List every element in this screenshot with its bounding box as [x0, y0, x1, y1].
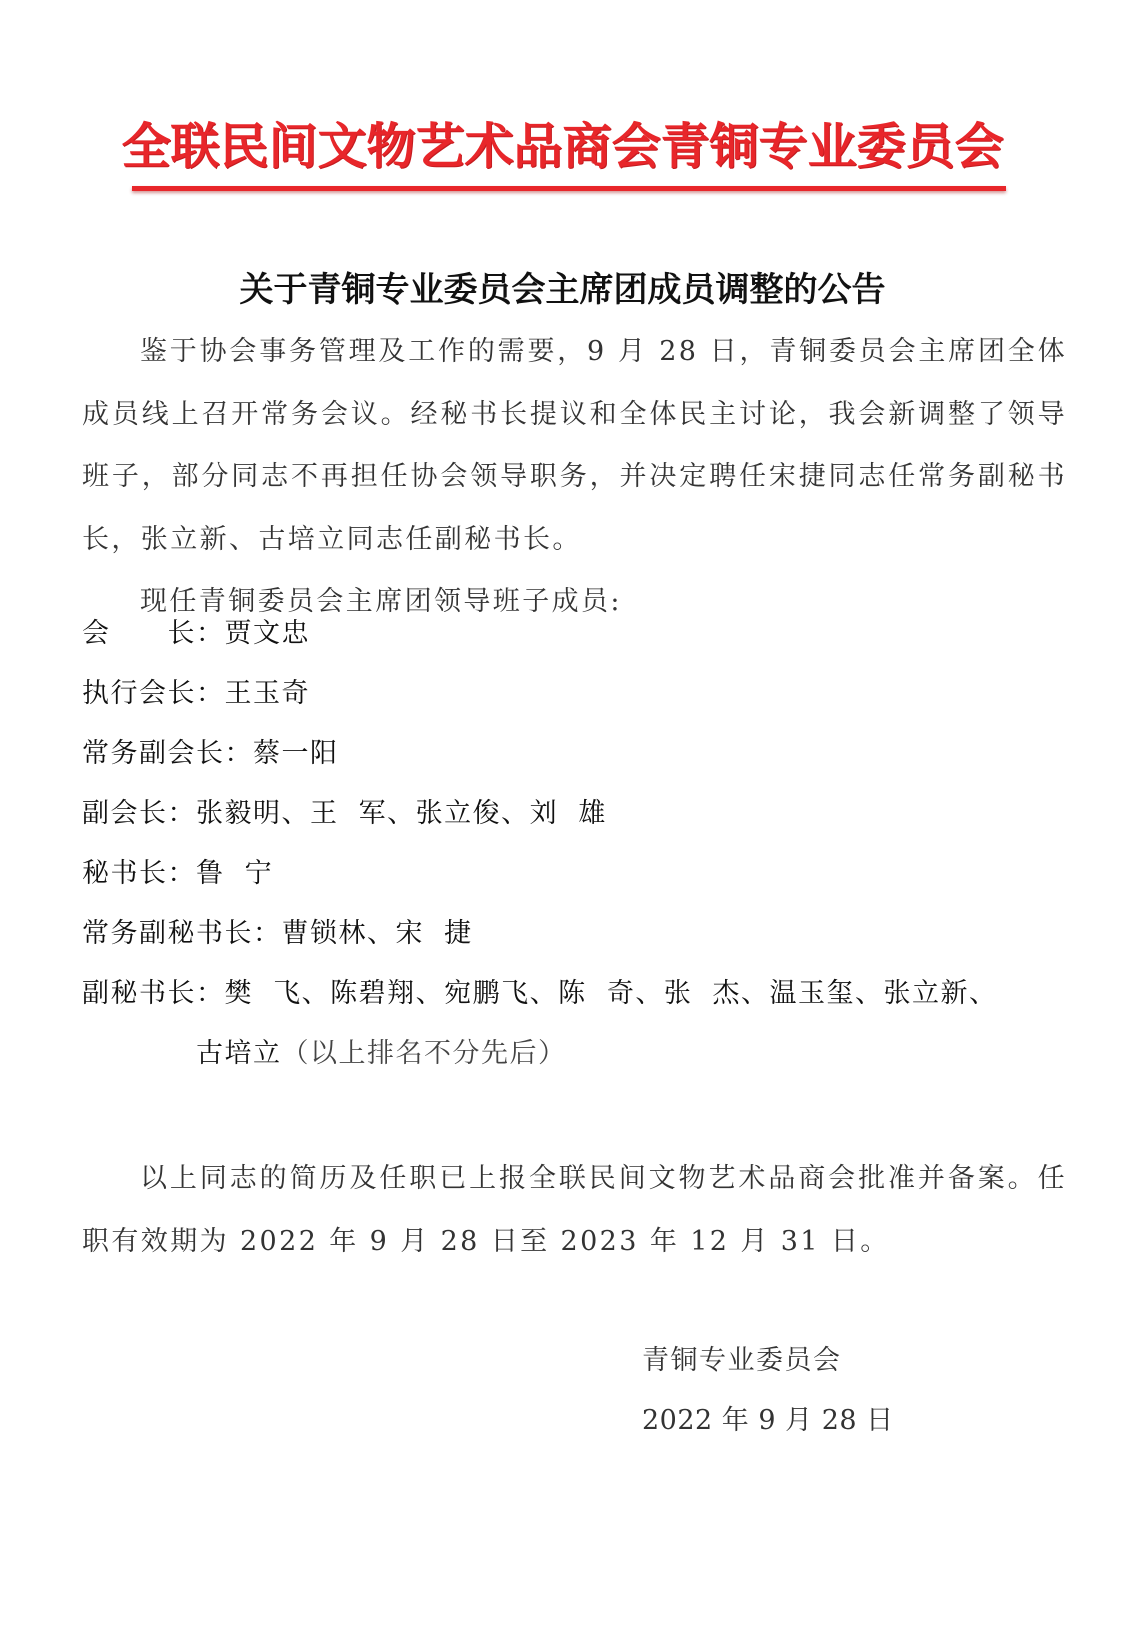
member-names: 张毅明、王 军、张立俊、刘 雄	[196, 798, 607, 829]
member-role: 秘书长：	[82, 858, 196, 889]
notice-title: 关于青铜专业委员会主席团成员调整的公告	[239, 270, 886, 310]
member-names: 鲁 宁	[196, 858, 274, 889]
member-row-executive-president	[82, 674, 310, 714]
member-names: 贾文忠	[224, 618, 310, 649]
member-row-secretary-general	[82, 854, 273, 894]
member-row-standing-vice-president	[82, 734, 339, 774]
member-row-deputy-secretaries	[82, 974, 998, 1014]
member-role: 会 长：	[82, 618, 225, 649]
organization-header: 全联民间文物艺术品商会青铜专业委员会	[121, 118, 1004, 175]
members-intro: 现任青铜委员会主席团领导班子成员:	[140, 586, 622, 617]
member-row-president	[82, 614, 310, 654]
member-role: 常务副会长：	[82, 738, 253, 769]
member-names: 古培立	[196, 1038, 282, 1069]
member-names: 樊 飞、陈碧翔、宛鹏飞、陈 奇、张 杰、温玉玺、张立新、	[224, 978, 998, 1009]
member-names: 曹锁林、宋 捷	[281, 918, 473, 949]
issue-date: 2022 年 9 月 28 日	[642, 1405, 894, 1436]
intro-paragraph: 鉴于协会事务管理及工作的需要，9 月 28 日，青铜委员会主席团全体成员线上召开常务会议。经秘书长提议和全体民主讨论，我会新调整了领导班子，部分同志不再担任协会领导职务，并决定聘任宋捷同志任常务副秘书长，张立新、古培立同志任副秘书长。	[82, 336, 1067, 555]
signature: 青铜专业委员会	[642, 1345, 842, 1376]
member-role: 常务副秘书长：	[82, 918, 282, 949]
member-row-vice-presidents	[82, 794, 607, 834]
member-role: 副会长：	[82, 798, 196, 829]
member-names: 王玉奇	[224, 678, 310, 709]
member-role: 副秘书长：	[82, 978, 225, 1009]
header-divider	[132, 186, 1006, 191]
closing-paragraph: 以上同志的简历及任职已上报全联民间文物艺术品商会批准并备案。任职有效期为 2022 年 9 月 28 日至 2023 年 12 月 31 日。	[82, 1163, 1067, 1257]
member-row-standing-deputy-secretaries	[82, 914, 473, 954]
member-role: 执行会长：	[82, 678, 225, 709]
ranking-note: （以上排名不分先后）	[281, 1038, 567, 1069]
member-names: 蔡一阳	[253, 738, 339, 769]
member-row-deputy-secretaries-continued	[196, 1034, 567, 1074]
